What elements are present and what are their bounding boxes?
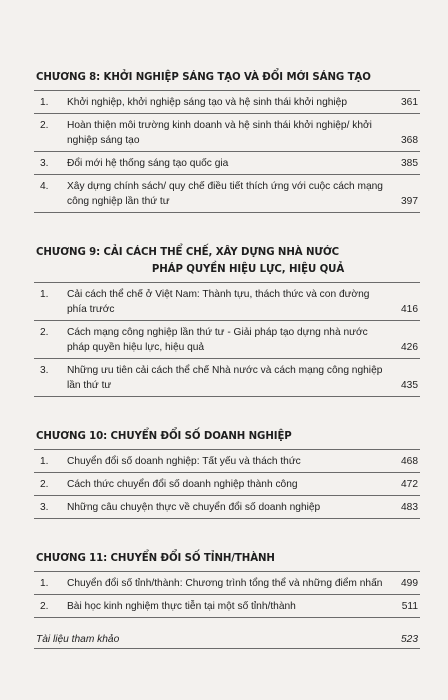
toc-entry[interactable] xyxy=(34,151,420,174)
entry-page: 361 xyxy=(401,97,418,108)
toc-entry[interactable] xyxy=(34,320,420,358)
chapter-title-line-2: PHÁP QUYỀN HIỆU LỰC, HIỆU QUẢ xyxy=(151,264,345,275)
entry-number: 1. xyxy=(40,456,49,467)
entry-text: Cách mạng công nghiệp lần thứ tư - Giải pháp tạo dựng nhà nước pháp quyền hiệu lực, hiệu quả xyxy=(67,327,368,353)
chapter-10 xyxy=(34,431,420,519)
entry-text: Chuyển đổi số doanh nghiệp: Tất yếu và thách thức xyxy=(67,456,301,467)
entry-text: Những câu chuyện thực về chuyển đổi số doanh nghiệp xyxy=(67,502,321,513)
entry-page: 435 xyxy=(401,380,418,391)
chapter-9 xyxy=(34,247,420,397)
entry-number: 3. xyxy=(40,365,49,376)
entry-text: Cách thức chuyển đổi số doanh nghiệp thành công xyxy=(67,479,298,490)
toc-entry[interactable] xyxy=(34,113,420,151)
entry-text: Chuyển đổi số tỉnh/thành: Chương trình tổng thể và những điểm nhấn xyxy=(67,578,383,589)
chapter-title-line: CHƯƠNG 10: CHUYỂN ĐỔI SỐ DOANH NGHIỆP xyxy=(36,431,292,442)
entry-number: 2. xyxy=(40,327,49,338)
entry-page: 511 xyxy=(401,601,418,612)
entry-page: 499 xyxy=(401,578,418,589)
entry-page: 368 xyxy=(401,135,418,146)
entry-text: Những ưu tiên cải cách thể chế Nhà nước và cách mạng công nghiệp lần thứ tư xyxy=(67,365,383,391)
chapter-title xyxy=(34,247,420,275)
entry-text: Xây dựng chính sách/ quy chế điều tiết thích ứng với cuộc cách mạng công nghiệp lần thứ tư xyxy=(67,181,383,207)
entry-number: 1. xyxy=(40,289,49,300)
table-of-contents xyxy=(34,66,420,649)
entry-number: 1. xyxy=(40,578,49,589)
entry-page: 468 xyxy=(401,456,418,467)
entry-page: 397 xyxy=(401,196,418,207)
entry-text: Cải cách thể chế ở Việt Nam: Thành tựu, thách thức và con đường phía trước xyxy=(67,289,370,315)
toc-entry[interactable] xyxy=(34,472,420,495)
chapter-title xyxy=(34,72,420,83)
toc-entry[interactable] xyxy=(34,358,420,397)
chapter-title xyxy=(34,431,420,442)
entry-page: 385 xyxy=(401,158,418,169)
references-entry[interactable] xyxy=(34,628,420,649)
entry-text: Hoàn thiện môi trường kinh doanh và hệ sinh thái khởi nghiệp/ khởi nghiệp sáng tạo xyxy=(67,120,372,146)
chapter-title-line: CHƯƠNG 9: CẢI CÁCH THỂ CHẾ, XÂY DỰNG NHÀ NƯỚC xyxy=(36,247,340,258)
chapter-title-line: CHƯƠNG 8: KHỞI NGHIỆP SÁNG TẠO VÀ ĐỔI MỚI SÁNG TẠO xyxy=(36,72,371,83)
references-label: Tài liệu tham khảo xyxy=(36,634,120,645)
entry-number: 2. xyxy=(40,479,49,490)
entry-text: Khởi nghiệp, khởi nghiệp sáng tạo và hệ sinh thái khởi nghiệp xyxy=(67,97,348,108)
entry-number: 3. xyxy=(40,502,49,513)
entry-page: 416 xyxy=(401,304,418,315)
entry-number: 2. xyxy=(40,601,49,612)
entry-page: 483 xyxy=(401,502,418,513)
references-page: 523 xyxy=(401,634,418,645)
chapter-title-line: CHƯƠNG 11: CHUYỂN ĐỔI SỐ TỈNH/THÀNH xyxy=(36,553,275,564)
toc-entry[interactable] xyxy=(34,571,420,594)
toc-entry[interactable] xyxy=(34,282,420,320)
toc-entry[interactable] xyxy=(34,174,420,213)
entry-number: 1. xyxy=(40,97,49,108)
toc-entry[interactable] xyxy=(34,495,420,519)
toc-entry[interactable] xyxy=(34,594,420,618)
toc-entry[interactable] xyxy=(34,90,420,113)
entry-text: Đổi mới hệ thống sáng tạo quốc gia xyxy=(67,158,229,169)
chapter-8 xyxy=(34,72,420,213)
entry-page: 426 xyxy=(401,342,418,353)
entry-number: 2. xyxy=(40,120,49,131)
toc-entry[interactable] xyxy=(34,449,420,472)
entry-number: 3. xyxy=(40,158,49,169)
chapter-11 xyxy=(34,553,420,618)
entry-page: 472 xyxy=(401,479,418,490)
entry-text: Bài học kinh nghiệm thực tiễn tại một số tỉnh/thành xyxy=(67,601,296,612)
entry-number: 4. xyxy=(40,181,49,192)
chapter-title xyxy=(34,553,420,564)
